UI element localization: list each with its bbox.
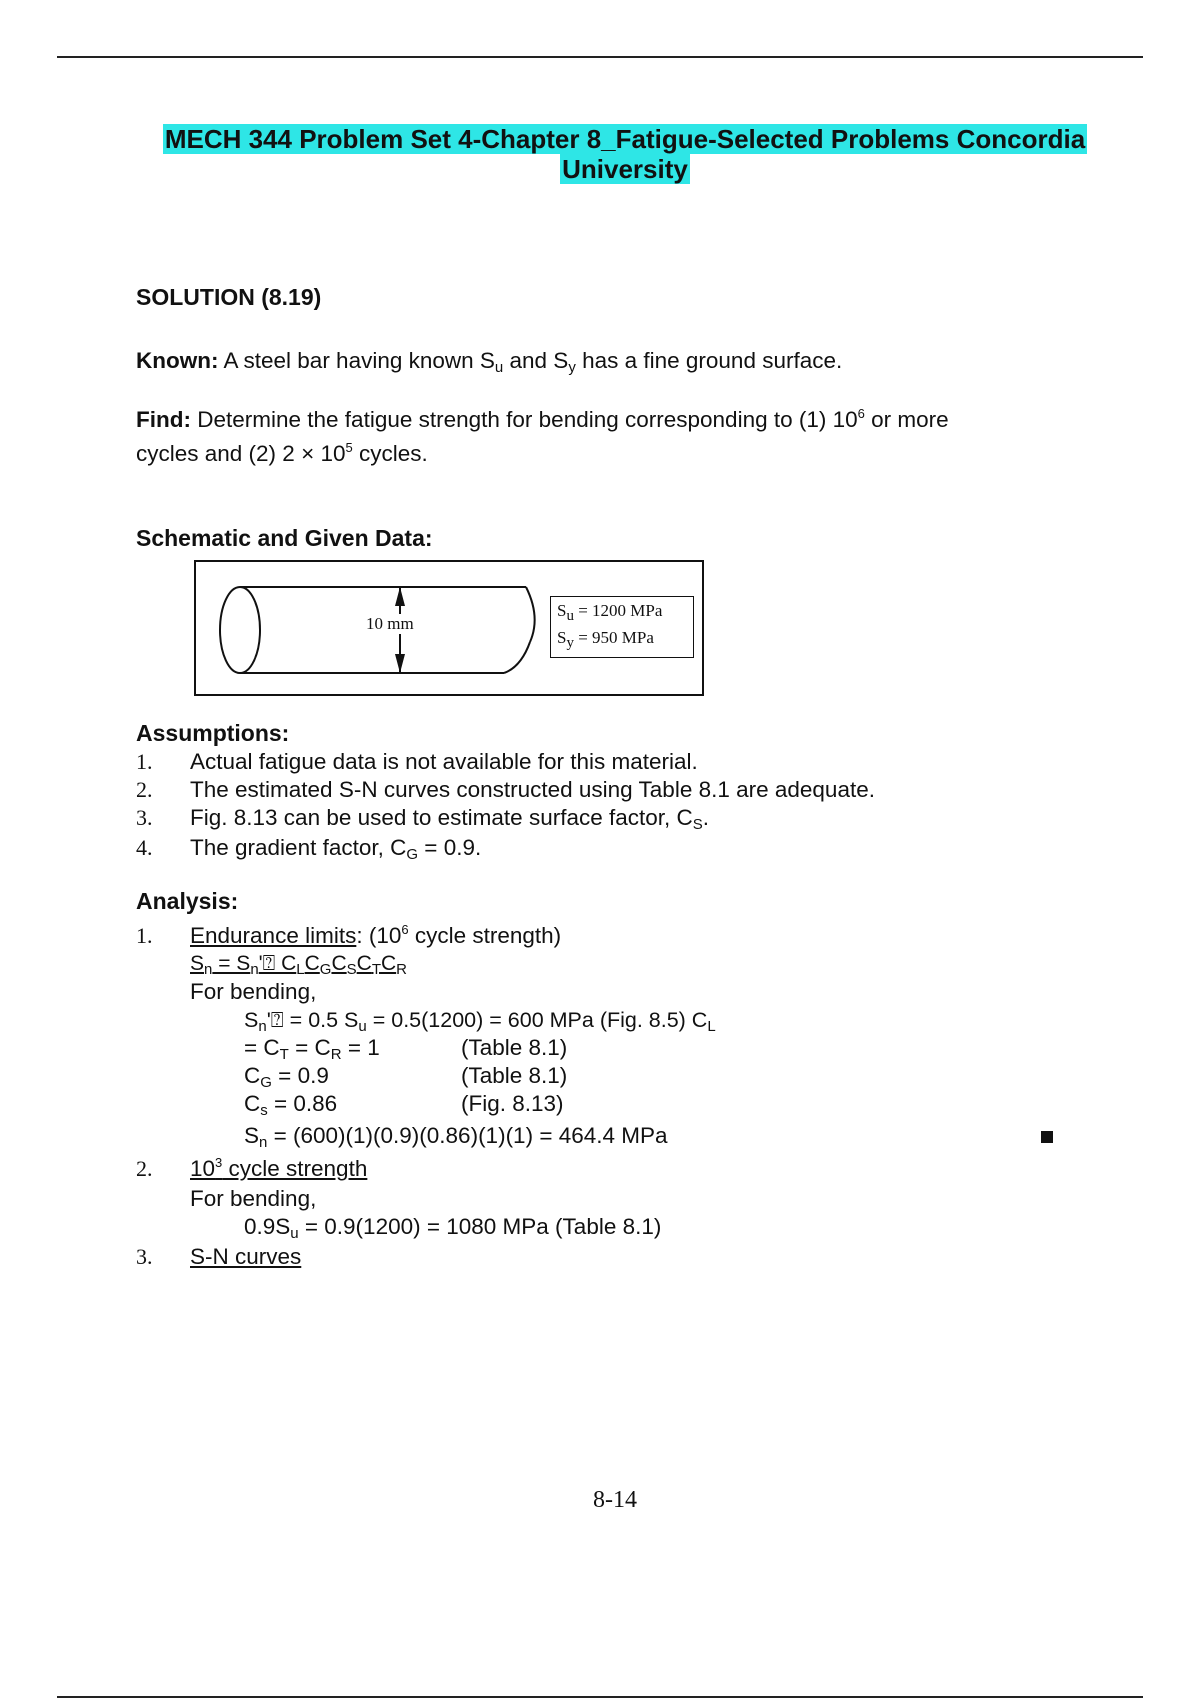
cg-line [244, 1062, 329, 1090]
bar-break-lower [504, 642, 530, 673]
item-text: Actual fatigue data is not available for this material. [190, 749, 698, 774]
sy-sub: y [566, 635, 574, 651]
item-text [190, 804, 709, 832]
item-number: 1. [136, 749, 153, 774]
dimension-arrow-down [395, 654, 405, 673]
known-text: A steel bar having known S [218, 348, 495, 373]
dimension-arrow-up [395, 587, 405, 606]
sn-result-line [244, 1122, 668, 1150]
eq-sub: u [358, 1018, 367, 1035]
eq-part: S [244, 1123, 260, 1148]
diameter-label: 10 mm [366, 614, 414, 633]
sn-prime-line [244, 1006, 716, 1034]
find-statement [136, 403, 949, 471]
title-sup: 6 [401, 922, 409, 937]
eq-part: = (600)(1)(0.9)(0.86)(1)(1) = 464.4 MPa [267, 1123, 668, 1148]
analysis-item-1-title [190, 922, 561, 950]
known-label: Known: [136, 348, 219, 373]
known-sub-y: y [568, 359, 576, 376]
known-text: has a fine ground surface. [575, 348, 843, 373]
su-value [557, 597, 693, 624]
cycle-strength-title [190, 1156, 367, 1181]
analysis-item-2-number: 2. [136, 1156, 153, 1181]
item-sub: G [406, 846, 419, 863]
schematic-diagram [194, 560, 704, 696]
su-sub: u [566, 608, 574, 624]
analysis-item-1-number: 1. [136, 923, 153, 948]
equation-underlined [190, 952, 407, 978]
item-text-main: The gradient factor, C [190, 835, 407, 860]
endurance-equation [190, 950, 407, 978]
find-sup: 6 [857, 406, 865, 421]
page-number: 8-14 [593, 1487, 637, 1513]
title-part: cycle strength [222, 1156, 368, 1181]
sy-symbol: S [557, 628, 567, 647]
eq-sub: G [319, 961, 332, 978]
endurance-limits-title: Endurance limits [190, 923, 357, 948]
top-rule [57, 56, 1143, 58]
sy-value [557, 624, 693, 651]
ct-cr-line [244, 1034, 380, 1062]
eq-sub: u [290, 1225, 299, 1242]
eq-part: '⍰ C [258, 952, 297, 975]
eq-part: C [380, 952, 397, 975]
bar-end-ellipse [220, 587, 260, 673]
eq-sub: R [330, 1046, 342, 1063]
title-line-2: University [562, 154, 688, 184]
for-bending-label: For bending, [190, 979, 317, 1004]
eq-part: C [244, 1091, 261, 1116]
find-text: or more [864, 407, 949, 432]
find-text: cycles. [352, 441, 428, 466]
item-text [190, 834, 481, 862]
eq-part: S [244, 1008, 259, 1032]
item-number: 2. [136, 777, 153, 802]
reference-table-8-1: (Table 8.1) [461, 1063, 568, 1088]
material-properties-box [550, 596, 694, 658]
title-line-1: MECH 344 Problem Set 4-Chapter 8_Fatigue-Selected Problems Concordia [164, 124, 1086, 154]
eq-sub: G [260, 1074, 272, 1091]
item-number: 3. [136, 805, 153, 830]
sy-number: = 950 MPa [573, 628, 654, 647]
reference-table-8-1: (Table 8.1) [461, 1035, 568, 1060]
item-sub: S [692, 816, 703, 833]
eq-part: = 1 [341, 1035, 380, 1060]
cs-line [244, 1090, 337, 1118]
eq-sub: n [250, 961, 259, 978]
eq-sub: T [279, 1046, 289, 1063]
eq-sub: T [371, 961, 381, 978]
item-text: The estimated S-N curves constructed using Table 8.1 are adequate. [190, 777, 875, 802]
known-text: and S [503, 348, 569, 373]
eq-sub: n [259, 1134, 268, 1151]
eq-sub: R [396, 961, 407, 978]
for-bending-label: For bending, [190, 1186, 317, 1211]
eq-sub: n [204, 961, 213, 978]
su-09-line [244, 1213, 661, 1241]
find-label: Find: [136, 407, 191, 432]
su-symbol: S [557, 601, 567, 620]
bottom-rule [57, 1696, 1143, 1698]
eq-sub: L [707, 1018, 716, 1035]
eq-part: S [190, 952, 205, 975]
eq-part: C [244, 1063, 261, 1088]
su-number: = 1200 MPa [573, 601, 663, 620]
analysis-item-3-number: 3. [136, 1244, 153, 1269]
assumptions-heading: Assumptions: [136, 720, 290, 746]
eq-part: C [304, 952, 320, 975]
eq-sub: s [260, 1102, 268, 1119]
title-part: 10 [190, 1156, 216, 1181]
eq-part: = 0.5(1200) = 600 MPa (Fig. 8.5) C [366, 1008, 708, 1032]
item-number: 4. [136, 835, 153, 860]
find-sup: 5 [345, 440, 353, 455]
eq-part: = C [244, 1035, 280, 1060]
item-text-tail: . [702, 805, 710, 830]
analysis-item-2-title [190, 1155, 367, 1183]
item-text-tail: = 0.9. [418, 835, 482, 860]
document-title [120, 124, 1130, 184]
eq-part: = C [288, 1035, 331, 1060]
eq-sub: n [258, 1018, 267, 1035]
solution-heading: SOLUTION (8.19) [136, 284, 322, 310]
eq-part: = S [212, 952, 251, 975]
bar-break-upper [526, 587, 535, 642]
known-statement [136, 344, 842, 378]
analysis-heading: Analysis: [136, 888, 239, 914]
schematic-heading: Schematic and Given Data: [136, 525, 433, 551]
eq-part: = 0.86 [267, 1091, 338, 1116]
eq-sub: S [346, 961, 357, 978]
eq-part: = 0.9 [271, 1063, 329, 1088]
eq-part: '⍰ = 0.5 S [266, 1008, 359, 1032]
find-text: Determine the fatigue strength for bending corresponding to (1) 10 [190, 407, 858, 432]
eq-part: C [331, 952, 347, 975]
eq-part: C [356, 952, 372, 975]
known-sub-u: u [494, 359, 504, 376]
find-text: cycles and (2) 2 × 10 [136, 441, 346, 466]
title-tail: cycle strength) [408, 923, 562, 948]
eq-part: 0.9S [244, 1214, 291, 1239]
title-tail: : (10 [356, 923, 402, 948]
end-of-result-square [1041, 1131, 1053, 1143]
title-sup: 3 [215, 1155, 223, 1170]
eq-sub: L [296, 961, 305, 978]
eq-part: = 0.9(1200) = 1080 MPa (Table 8.1) [298, 1214, 662, 1239]
reference-fig-8-13: (Fig. 8.13) [461, 1091, 564, 1116]
sn-curves-title: S-N curves [190, 1244, 302, 1269]
item-text-main: Fig. 8.13 can be used to estimate surface factor, C [190, 805, 693, 830]
